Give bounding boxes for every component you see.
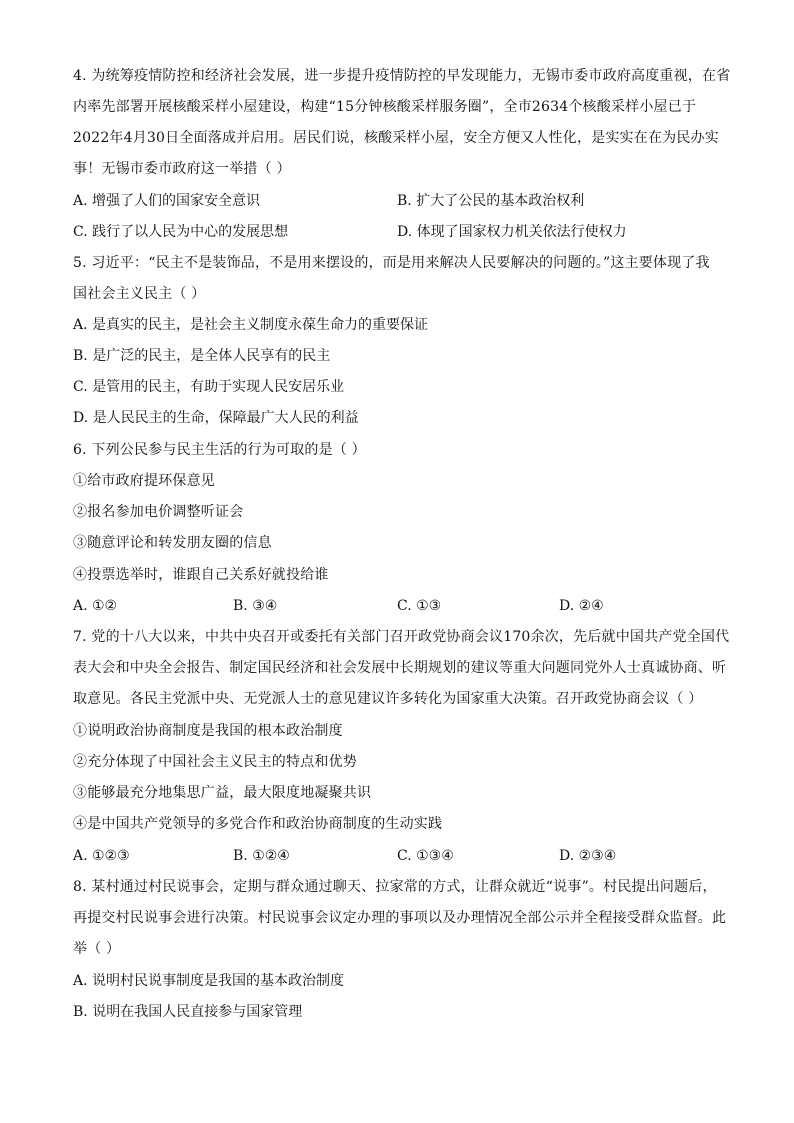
q8-stem-line-1: 8. 某村通过村民说事会，定期与群众通过聊天、拉家常的方式，让群众就近“说事”。村民提出问题后，: [73, 879, 717, 895]
q6-option-d: D. ②④: [559, 598, 604, 614]
q7-stem-line-2: 表大会和中央全会报告、制定国民经济和社会发展中长期规划的建议等重大问题同党外人士真诚协商、听: [73, 660, 727, 676]
q6-item-3: ③随意评论和转发朋友圈的信息: [73, 535, 272, 551]
q4-option-d: D. 体现了国家权力机关依法行使权力: [397, 224, 627, 240]
q5-stem-line-2: 国社会主义民主（ ）: [73, 286, 206, 302]
q8-stem-line-3: 举（ ）: [73, 941, 121, 957]
q8-option-b: B. 说明在我国人民直接参与国家管理: [73, 1004, 303, 1020]
q6-option-a: A. ①②: [73, 598, 118, 614]
q7-stem-line-1: 7. 党的十八大以来，中共中央召开或委托有关部门召开政党协商会议170余次，先后就中国共产党全国代: [73, 629, 730, 645]
q4-option-b: B. 扩大了公民的基本政治权利: [397, 193, 585, 209]
q5-option-a: A. 是真实的民主，是社会主义制度永葆生命力的重要保证: [73, 317, 429, 333]
q5-option-d: D. 是人民民主的生命，保障最广大人民的利益: [73, 410, 359, 426]
q7-item-2: ②充分体现了中国社会主义民主的特点和优势: [73, 754, 357, 770]
q4-option-c: C. 践行了以人民为中心的发展思想: [73, 224, 289, 240]
q7-option-c: C. ①③④: [397, 848, 454, 864]
q7-item-3: ③能够最充分地集思广益，最大限度地凝聚共识: [73, 785, 372, 801]
q8-stem-line-2: 再提交村民说事会进行决策。村民说事会议定办理的事项以及办理情况全部公示并全程接受群众监督。此: [73, 910, 727, 926]
q4-stem-line-4: 事！无锡市委市政府这一举措（ ）: [73, 161, 291, 177]
q4-stem-line-2: 内率先部署开展核酸采样小屋建设，构建“15分钟核酸采样服务圈”，全市2634个核酸采样小屋已于: [73, 99, 697, 115]
q5-stem-line-1: 5. 习近平：“民主不是装饰品，不是用来摆设的，而是用来解决人民要解决的问题的。”这主要体现了我: [73, 255, 710, 271]
q6-item-1: ①给市政府提环保意见: [73, 473, 215, 489]
q7-item-1: ①说明政治协商制度是我国的根本政治制度: [73, 723, 343, 739]
q4-stem-line-3: 2022年4月30日全面落成并启用。居民们说，核酸采样小屋，安全方便又人性化，是实实在在为民办实: [73, 130, 719, 146]
q6-item-4: ④投票选举时，谁跟自己关系好就投给谁: [73, 567, 329, 583]
q7-option-d: D. ②③④: [559, 848, 617, 864]
q6-item-2: ②报名参加电价调整听证会: [73, 504, 244, 520]
q5-option-c: C. 是管用的民主，有助于实现人民安居乐业: [73, 379, 345, 395]
q6-option-b: B. ③④: [233, 598, 278, 614]
q7-stem-line-3: 取意见。各民主党派中央、无党派人士的意见建议许多转化为国家重大决策。召开政党协商会议（ ）: [73, 691, 703, 707]
q8-option-a: A. 说明村民说事制度是我国的基本政治制度: [73, 973, 345, 989]
q4-stem-line-1: 4. 为统筹疫情防控和经济社会发展，进一步提升疫情防控的早发现能力，无锡市委市政府高度重视，在省: [73, 68, 731, 84]
q7-option-a: A. ①②③: [73, 848, 130, 864]
q4-option-a: A. 增强了人们的国家安全意识: [73, 193, 261, 209]
q7-option-b: B. ①②④: [233, 848, 290, 864]
q6-stem: 6. 下列公民参与民主生活的行为可取的是（ ）: [73, 442, 366, 458]
q6-option-c: C. ①③: [397, 598, 442, 614]
q5-option-b: B. 是广泛的民主，是全体人民享有的民主: [73, 348, 331, 364]
q7-item-4: ④是中国共产党领导的多党合作和政治协商制度的生动实践: [73, 816, 443, 832]
